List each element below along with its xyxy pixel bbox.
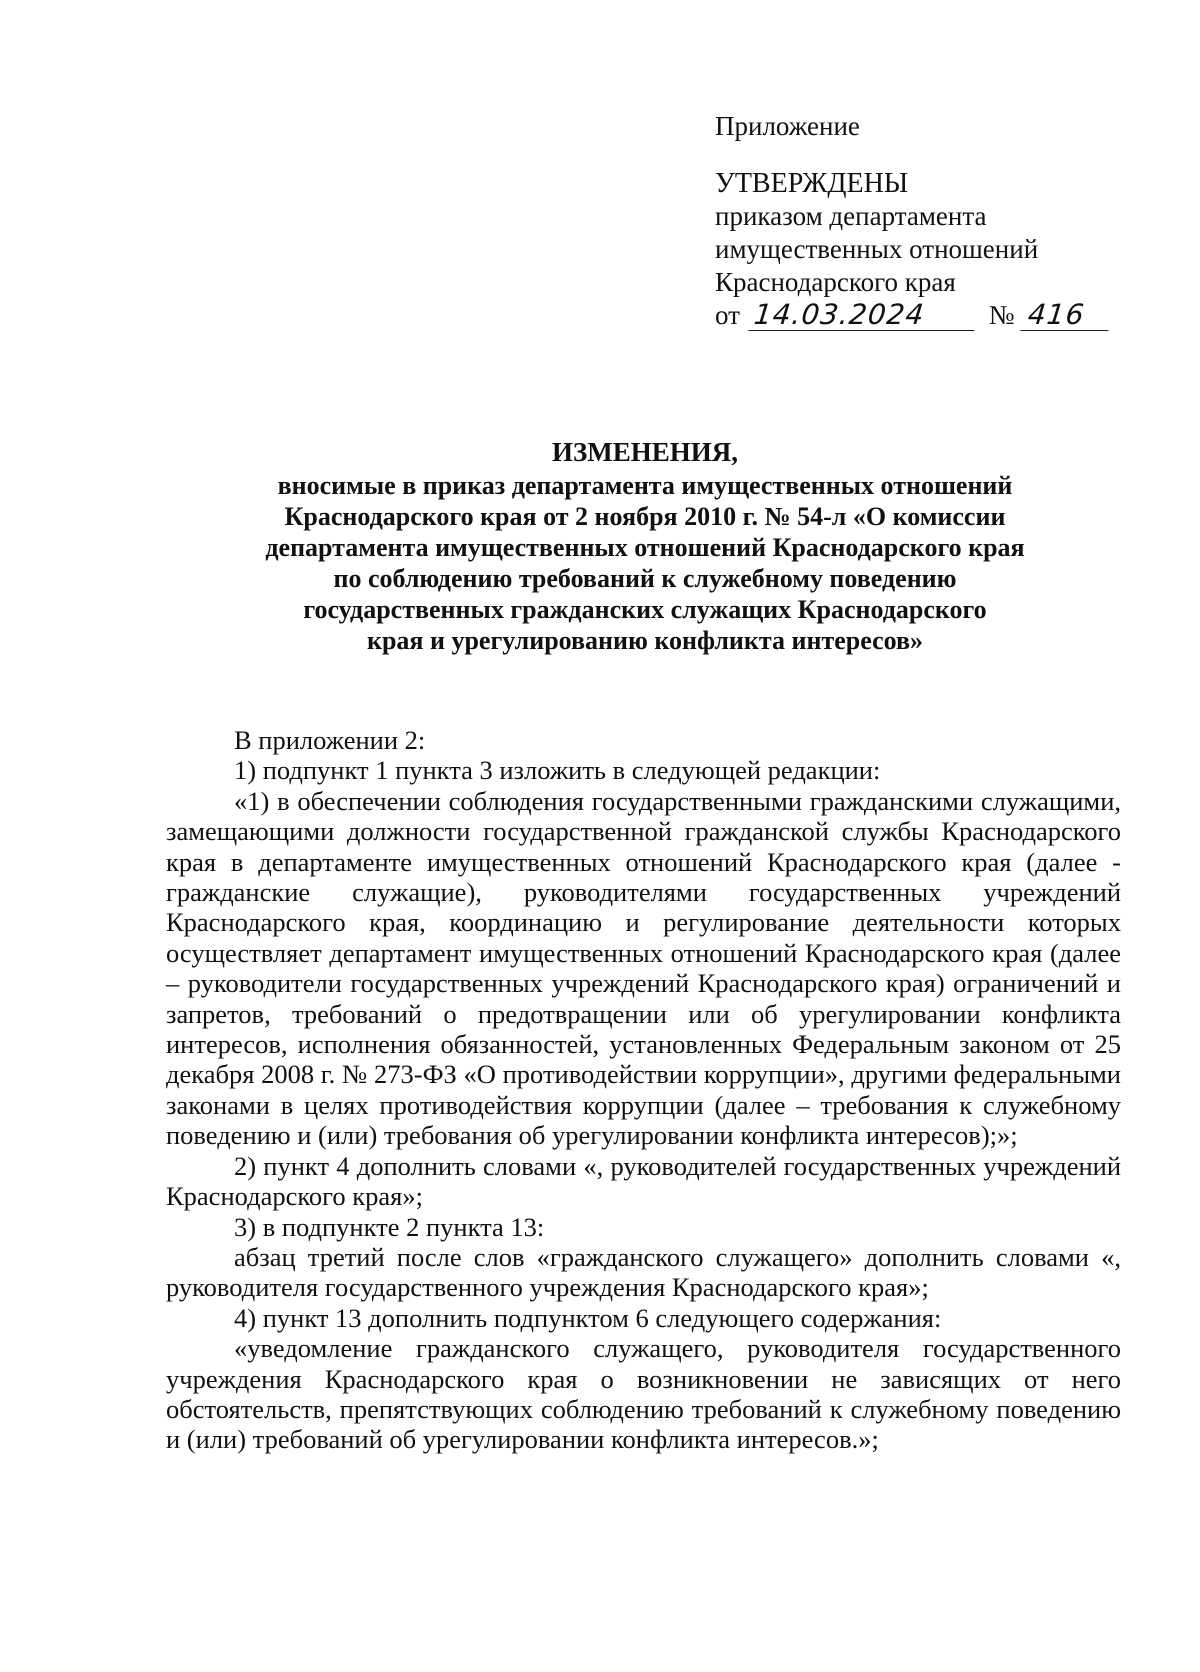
body-paragraph: 1) подпункт 1 пункта 3 изложить в следующей редакции: <box>234 755 881 786</box>
title-line: государственных гражданских служащих Краснодарского <box>303 595 987 624</box>
body-paragraph: 3) в подпункте 2 пункта 13: <box>234 1211 545 1242</box>
order-number-handwritten: 416 <box>1021 300 1112 331</box>
order-date-handwritten: 14.03.2024 <box>748 300 977 331</box>
document-title <box>160 437 1130 656</box>
order-date-number-line <box>715 299 1110 332</box>
approved-heading: УТВЕРЖДЕНЫ <box>715 168 909 199</box>
document-body <box>166 725 1121 1455</box>
body-paragraph: 2) пункт 4 дополнить словами «, руководителей государственных учреждений Краснодарского края»; <box>166 1150 1121 1212</box>
approval-line-3: Краснодарского края <box>715 267 956 297</box>
title-line: края и урегулированию конфликта интересов» <box>366 626 924 655</box>
body-paragraph: «уведомление гражданского служащего, руководителя государственного учреждения Краснодарского края о возникновении не зависящих от него обстоятельств, препятствующих соблюдению требований к служебному поведению и (или) требований об урегулировании конфликта интересов.»; <box>166 1333 1121 1455</box>
body-paragraph: «1) в обеспечении соблюдения государственными гражданскими служащими, замещающими должности государственной гражданской службы Краснодарского края в департаменте имущественных отношений Краснодарского края (далее - гражданские служащие), руководителями государственных учреждений Краснодарского края, координацию и регулирование деятельности которых осуществляет департамент имущественных отношений Краснодарского края (далее – руководители государственных учреждений Краснодарского края) ограничений и запретов, требований о предотвращении или об урегулировании конфликта интересов, исполнения обязанностей, установленных Федеральным законом от 25 декабря 2008 г. № 273-ФЗ «О противодействии коррупции», другими федеральными законами в целях противодействия коррупции (далее – требования к служебному поведению и (или) требования об урегулировании конфликта интересов);»; <box>166 785 1121 1151</box>
body-paragraph: В приложении 2: <box>234 725 426 755</box>
body-paragraph: 4) пункт 13 дополнить подпунктом 6 следующего содержания: <box>234 1302 942 1333</box>
appendix-label: Приложение <box>715 111 860 141</box>
approval-block <box>715 110 1110 332</box>
body-paragraph: абзац третий после слов «гражданского служащего» дополнить словами «, руководителя государственного учреждения Краснодарского края»; <box>166 1241 1121 1303</box>
title-line: департамента имущественных отношений Краснодарского края <box>265 533 1025 562</box>
title-line: по соблюдению требований к служебному поведению <box>333 564 957 593</box>
approval-line-1: приказом департамента <box>715 201 987 231</box>
title-line: Краснодарского края от 2 ноября 2010 г. № 54-л «О комиссии <box>284 502 1006 531</box>
title-line: вносимые в приказ департамента имущественных отношений <box>277 471 1013 500</box>
approval-line-2: имущественных отношений <box>715 234 1039 264</box>
title-main: ИЗМЕНЕНИЯ, <box>551 437 738 467</box>
from-label: от <box>715 300 740 330</box>
number-label: № <box>988 300 1015 330</box>
